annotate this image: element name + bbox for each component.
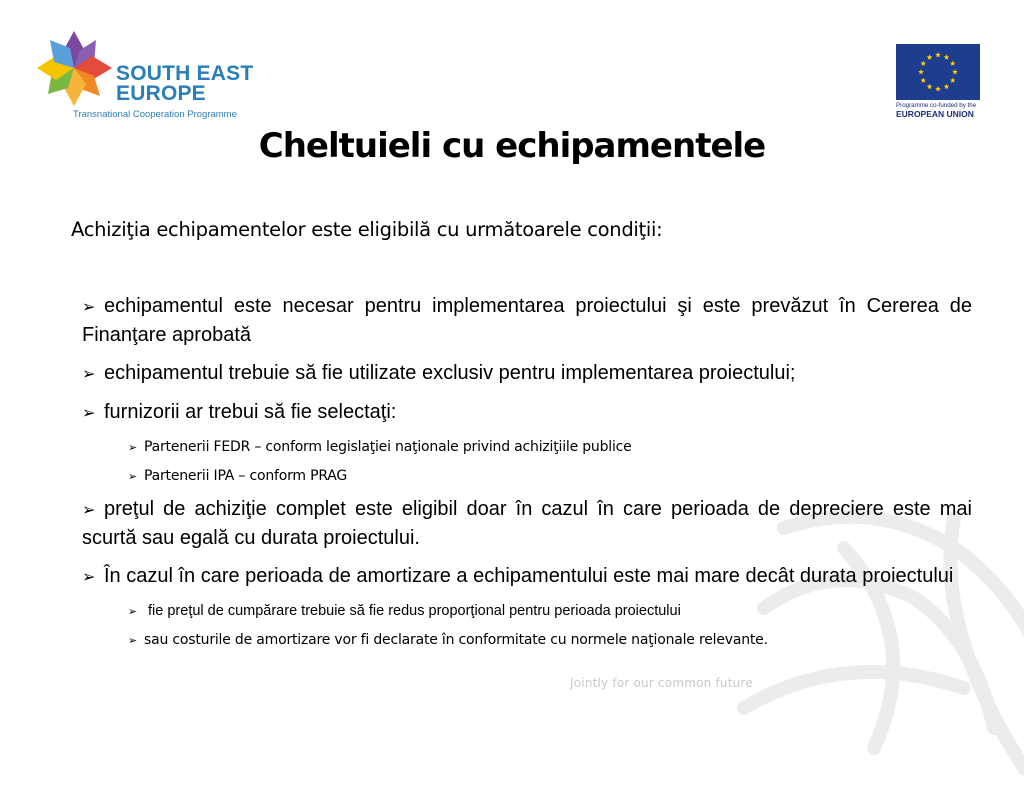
bullet-item bbox=[82, 359, 972, 388]
sub-bullet-text: sau costurile de amortizare vor fi declarate în conformitate cu normele naţionale relevante. bbox=[144, 632, 768, 648]
bullet-item bbox=[82, 398, 972, 427]
sub-bullet-item bbox=[128, 630, 972, 651]
arrow-bullet-icon: ➢ bbox=[82, 500, 96, 519]
arrow-bullet-icon: ➢ bbox=[82, 297, 96, 316]
eu-cofunded-text: Programme co-funded by the bbox=[896, 102, 977, 109]
south-east-europe-logo bbox=[34, 28, 274, 123]
sub-bullet-item bbox=[128, 437, 972, 458]
bullet-item bbox=[82, 495, 972, 552]
arrow-bullet-icon: ➢ bbox=[128, 634, 138, 647]
bullet-text: echipamentul trebuie să fie utilizate exclusiv pentru implementarea proiectului; bbox=[104, 362, 796, 384]
logo-title-line2: EUROPE bbox=[116, 82, 206, 105]
arrow-bullet-icon: ➢ bbox=[82, 364, 96, 383]
arrow-bullet-icon: ➢ bbox=[82, 403, 96, 422]
slide-title: Cheltuieli cu echipamentele bbox=[258, 126, 766, 166]
logo-subtitle: Transnational Cooperation Programme bbox=[73, 109, 237, 120]
sub-bullet-text: Partenerii FEDR – conform legislaţiei naţionale privind achiziţiile publice bbox=[144, 439, 632, 455]
logo-title bbox=[116, 64, 253, 104]
arrow-bullet-icon: ➢ bbox=[128, 605, 138, 618]
eu-union-text: EUROPEAN UNION bbox=[896, 109, 974, 119]
sub-bullet-text: fie preţul de cumpărare trebuie să fie redus proporţional pentru perioada proiectului bbox=[144, 603, 681, 619]
bullet-text: preţul de achiziţie complet este eligibil doar în cazul în care perioada de depreciere este mai scurtă sau egală cu durata proiectului. bbox=[82, 498, 972, 549]
bullet-text: În cazul în care perioada de amortizare a echipamentului este mai mare decât durata proiectului bbox=[104, 565, 954, 587]
logo-title-line1: SOUTH EAST bbox=[116, 62, 254, 85]
bullet-item bbox=[82, 292, 972, 349]
flower-logo-icon bbox=[34, 28, 116, 110]
sub-bullet-text: Partenerii IPA – conform PRAG bbox=[144, 468, 348, 484]
sub-bullet-item bbox=[128, 466, 972, 487]
bullet-item bbox=[82, 562, 972, 591]
slide-intro: Achiziţia echipamentelor este eligibilă cu următoarele condiţii: bbox=[71, 218, 663, 241]
sub-bullet-item bbox=[128, 601, 972, 622]
eu-logo bbox=[896, 44, 982, 119]
arrow-bullet-icon: ➢ bbox=[128, 441, 138, 454]
bullet-text: echipamentul este necesar pentru implementarea proiectului şi este prevăzut în Cererea de Finanţare aprobată bbox=[82, 295, 972, 346]
bullet-text: furnizorii ar trebui să fie selectaţi: bbox=[104, 401, 397, 423]
arrow-bullet-icon: ➢ bbox=[128, 470, 138, 483]
arrow-bullet-icon: ➢ bbox=[82, 567, 96, 586]
bullet-list bbox=[82, 292, 972, 659]
watermark-tagline: Jointly for our common future bbox=[570, 676, 753, 690]
eu-flag-icon bbox=[896, 44, 980, 100]
